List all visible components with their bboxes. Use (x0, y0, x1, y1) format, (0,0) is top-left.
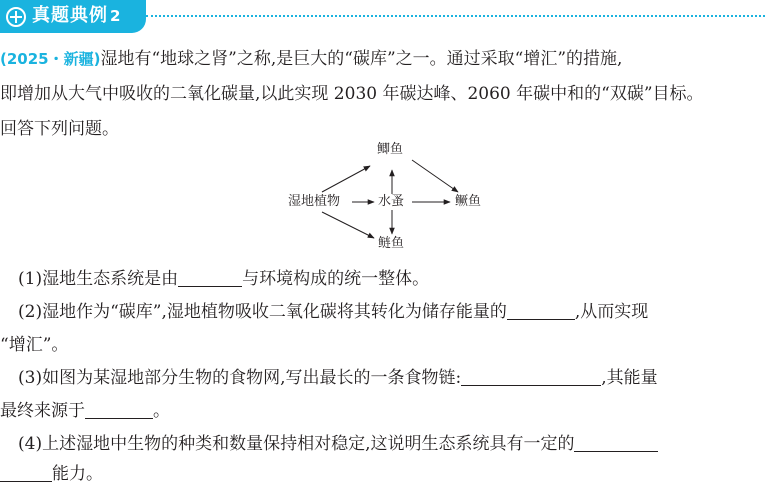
node-silver-carp: 鲢鱼 (378, 236, 405, 251)
node-water-flea: 水蚤 (378, 194, 405, 209)
sub-question-2: (2)湿地作为“碳库”,湿地植物吸收二氧化碳将其转化为储存能量的 ,从而实现 (18, 302, 649, 322)
answer-blank-4a[interactable] (574, 433, 658, 452)
arrow-plants-to-crucian (322, 166, 370, 192)
food-web-diagram (270, 138, 500, 258)
sub-question-4: (4)上述湿地中生物的种类和数量保持相对稳定,这说明生态系统具有一定的 (18, 427, 768, 462)
node-crucian-carp: 鲫鱼 (377, 142, 404, 157)
question-stem-line-2: 即增加从大气中吸收的二氧化碳量,以此实现 2030 年碳达峰、2060 年碳中和的“双碳”目标。 (0, 84, 704, 104)
question-stem-line-1 (0, 42, 768, 77)
node-wetland-plants: 湿地植物 (288, 194, 341, 209)
answer-blank-3b[interactable] (85, 400, 153, 419)
answer-blank-2[interactable] (507, 301, 575, 320)
sub-question-4-cont: 能力。 (0, 457, 768, 492)
stem-text-1: 湿地有“地球之肾”之称,是巨大的“碳库”之一。通过采取“增汇”的措施, (100, 49, 623, 69)
header-dotted-divider (146, 15, 765, 17)
section-title: 真题典例 2 (32, 5, 122, 26)
sub-question-2-cont: “增汇”。 (0, 335, 69, 355)
node-mandarin-fish: 鳜鱼 (455, 194, 482, 209)
section-header-badge (0, 0, 146, 33)
answer-blank-3a[interactable] (461, 367, 601, 386)
question-source: (2025・新疆) (0, 50, 101, 68)
arrow-crucian-to-mandarin (412, 160, 458, 192)
sub-question-3-cont: 最终来源于 。 (0, 401, 170, 421)
answer-blank-4b[interactable] (0, 463, 52, 482)
arrow-plants-to-silver-carp (322, 212, 374, 238)
sub-question-3: (3)如图为某湿地部分生物的食物网,写出最长的一条食物链: ,其能量 (18, 368, 658, 388)
question-stem-line-3: 回答下列问题。 (0, 119, 119, 139)
answer-blank-1[interactable] (178, 268, 242, 287)
section-number: 2 (110, 7, 122, 25)
crosshair-circle-icon (5, 6, 27, 28)
sub-question-1: (1)湿地生态系统是由 与环境构成的统一整体。 (18, 269, 430, 289)
